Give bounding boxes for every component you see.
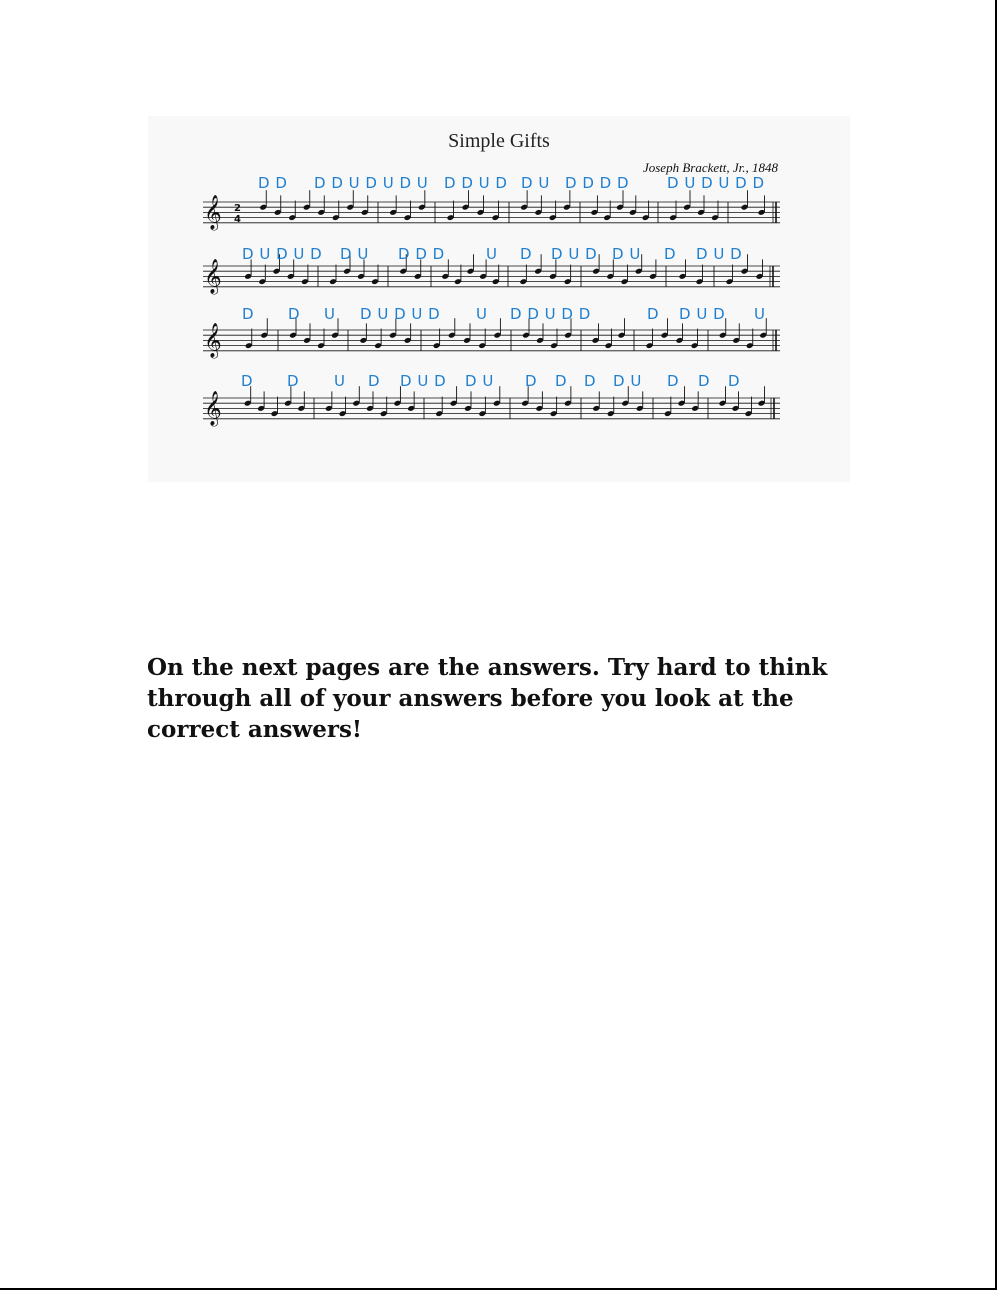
strum-group: D <box>368 372 381 390</box>
strum-group: D <box>525 372 538 390</box>
music-staves <box>148 116 850 482</box>
strum-group: D D <box>258 174 288 192</box>
strum-group: U <box>486 245 498 263</box>
strum-group: D <box>664 245 677 263</box>
answers-notice: On the next pages are the answers. Try hard to think through all of your answers before you look at the correct answers! <box>147 654 828 743</box>
strum-group: D U <box>521 174 550 192</box>
strum-group: D D U D <box>444 174 508 192</box>
strum-group: D <box>728 372 741 390</box>
strum-group: D <box>647 305 660 323</box>
treble-clef: 𝄞 <box>204 259 222 294</box>
strum-group: U <box>334 372 346 390</box>
time-signature-top: 2 <box>234 203 241 214</box>
treble-clef: 𝄞 <box>204 195 222 230</box>
strum-group: D <box>698 372 711 390</box>
strum-group: U <box>754 305 766 323</box>
strum-group: D <box>241 372 254 390</box>
strum-group: D <box>287 372 300 390</box>
strum-group: D U D U D D <box>667 174 765 192</box>
time-signature-bottom: 4 <box>234 214 241 225</box>
strum-group: D U D <box>679 305 726 323</box>
strum-group: D U D U D <box>360 305 441 323</box>
strum-group: U <box>324 305 336 323</box>
strum-group: D U <box>613 372 642 390</box>
strum-group: D U <box>340 245 369 263</box>
strum-group: D <box>242 305 255 323</box>
sheet-music-image <box>148 116 850 482</box>
strum-group: D U <box>612 245 641 263</box>
strum-group: D D U D D <box>510 305 591 323</box>
strum-group: D U D <box>400 372 447 390</box>
strum-group: D D D <box>398 245 445 263</box>
strum-group: D <box>520 245 533 263</box>
strum-group: D D U D U D U <box>314 174 429 192</box>
strum-group: D <box>667 372 680 390</box>
strum-group: D U D <box>696 245 743 263</box>
strum-group: D D D D <box>565 174 630 192</box>
strum-group: U <box>476 305 488 323</box>
composer-credit: Joseph Brackett, Jr., 1848 <box>642 160 778 175</box>
strum-group: D <box>555 372 568 390</box>
strum-group: D U D U D <box>242 245 323 263</box>
treble-clef: 𝄞 <box>204 391 222 426</box>
strum-group: D U D <box>551 245 598 263</box>
strum-group: D <box>288 305 301 323</box>
strum-group: D <box>584 372 597 390</box>
strum-group: D U <box>465 372 494 390</box>
sheet-title: Simple Gifts <box>448 130 550 152</box>
treble-clef: 𝄞 <box>204 323 222 358</box>
